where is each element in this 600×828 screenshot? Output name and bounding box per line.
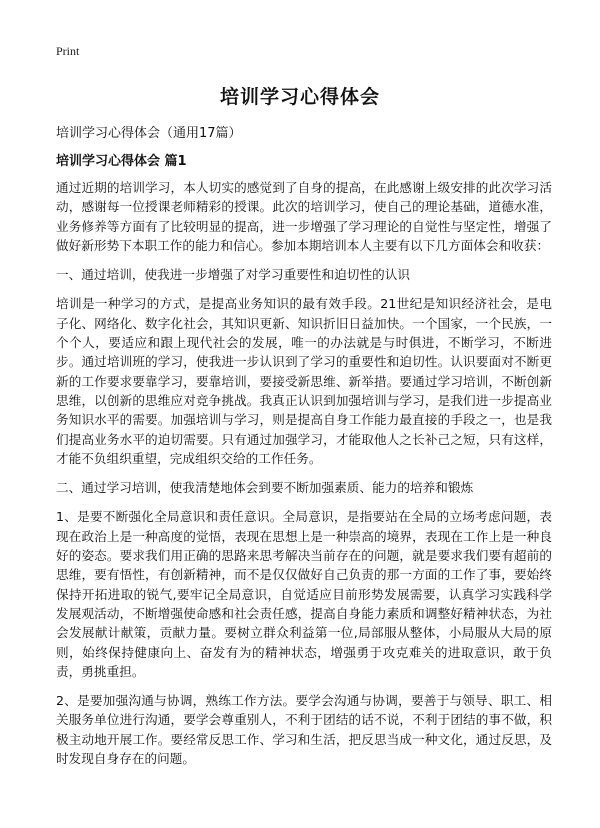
point-one-heading: 一、通过培训，使我进一步增强了对学习重要性和迫切性的认识 xyxy=(56,267,411,283)
document-subtitle: 培训学习心得体会（通用17篇） xyxy=(56,126,242,141)
intro-paragraph: 通过近期的培训学习，本人切实的感觉到了自身的提高，在此感谢上级安排的此次学习活动，感谢每一位授课老师精彩的授课。此次的培训学习，使自己的理论基础，道德水准，业务修养等方面有了比较明显的提高，进一步增强了学习理论的自觉性与坚定性，增强了做好新形势下本职工作的能力和信心。参加本期培训本人主要有以下几方面体会和收获： xyxy=(56,180,552,253)
subpoint-two-paragraph: 2、是要加强沟通与协调，熟练工作方法。要学会沟通与协调，要善于与领导、职工、相关服务单位进行沟通，要学会尊重别人，不利于团结的话不说，不利于团结的事不做，积极主动地开展工作。要经常反思工作、学习和生活，把反思当成一种文化，通过反思，及时发现自身存在的问题。 xyxy=(56,693,552,767)
print-label: Print xyxy=(56,44,80,58)
document-body xyxy=(56,178,552,778)
point-two-heading: 二、通过学习培训，使我清楚地体会到要不断加强素质、能力的培养和锻炼 xyxy=(56,480,474,496)
subpoint-one-paragraph: 1、是要不断强化全局意识和责任意识。全局意识，是指要站在全局的立场考虑问题，表现在政治上是一种高度的觉悟，表现在思想上是一种崇高的境界，表现在工作上是一种良好的姿态。要求我们用正确的思路来思考解决当前存在的问题，就是要求我们要有超前的思维，要有悟性，有创新精神，而不是仅仅做好自己负责的那一方面的工作了事，要始终保持开拓进取的锐气,要牢记全局意识，自觉适应目前形势发展需要，认真学习实践科学发展观活动，不断增强使命感和社会责任感，提高自身能力素质和调整好精神状态，为社会发展献计献策，贡献力量。要树立群众利益第一位,局部服从整体，小局服从大局的原则，始终保持健康向上、奋发有为的精神状态，增强勇于攻克难关的进取意识，敢于负责，勇挑重担。 xyxy=(56,509,552,679)
section-heading: 培训学习心得体会 篇1 xyxy=(56,154,187,169)
point-one-paragraph: 培训是一种学习的方式，是提高业务知识的最有效手段。21世纪是知识经济社会，是电子化、网络化、数字化社会，其知识更新、知识折旧日益加快。一个国家，一个民族，一个个人，要适应和跟上现代社会的发展，唯一的办法就是与时俱进，不断学习，不断进步。通过培训班的学习，使我进一步认识到了学习的重要性和迫切性。认识要面对不断更新的工作要求要靠学习，要靠培训，要接受新思维、新举措。要通过学习培训，不断创新思维，以创新的思维应对竞争挑战。我真正认识到加强培训与学习，是我们进一步提高业务知识水平的需要。加强培训与学习，则是提高自身工作能力最直接的手段之一，也是我们提高业务水平的迫切需要。只有通过加强学习，才能取他人之长补己之短，只有这样，才能不负组织重望，完成组织交给的工作任务。 xyxy=(56,296,552,466)
document-title: 培训学习心得体会 xyxy=(219,86,380,108)
